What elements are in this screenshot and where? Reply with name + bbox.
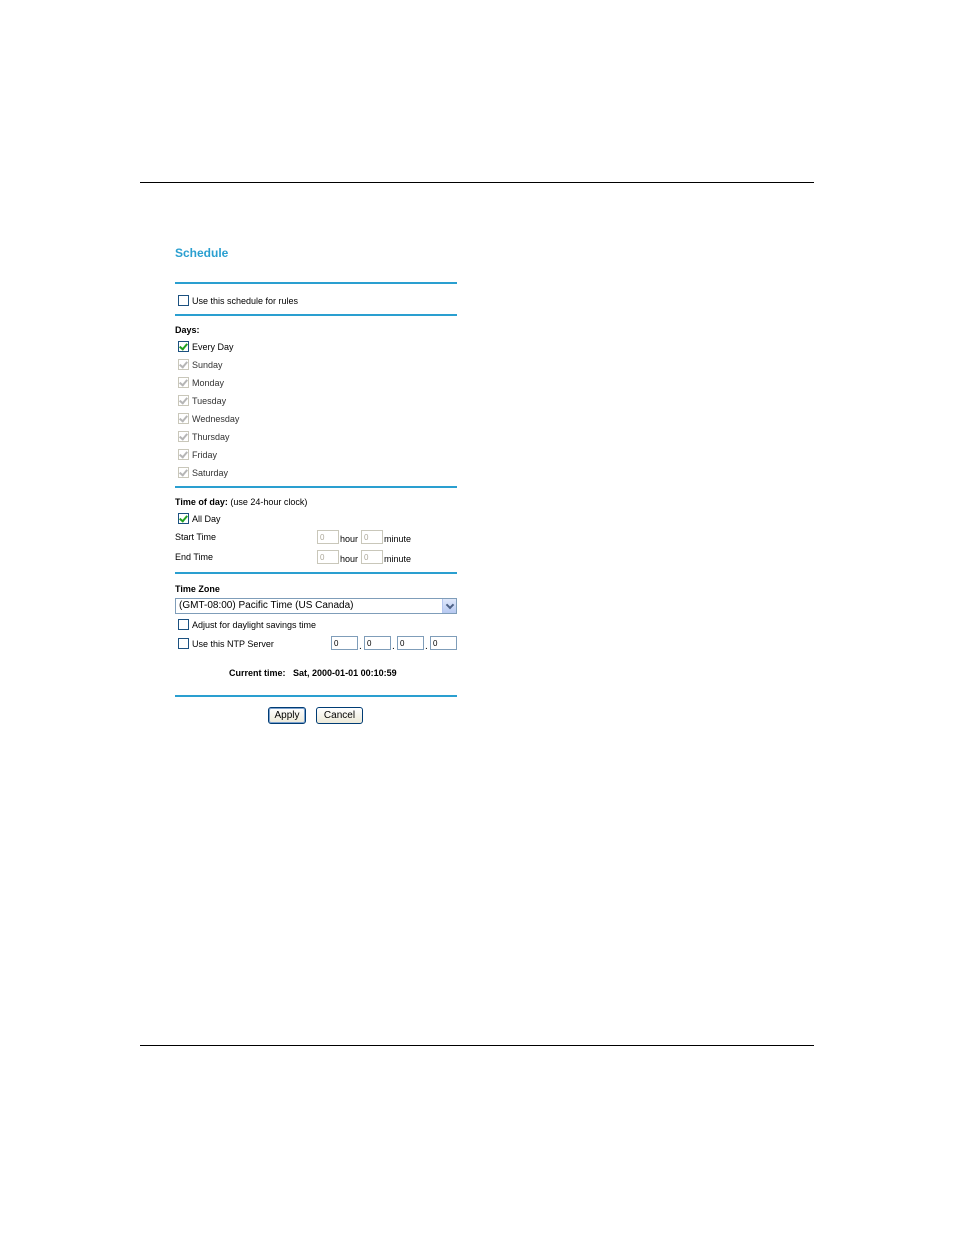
time-of-day-heading <box>175 496 307 508</box>
day-checkbox <box>178 359 189 370</box>
all-day-checkbox[interactable] <box>178 513 189 524</box>
day-row[interactable] <box>178 431 230 443</box>
separator <box>175 695 457 697</box>
cancel-button[interactable]: Cancel <box>316 707 363 724</box>
current-time-value: Sat, 2000-01-01 00:10:59 <box>293 668 397 678</box>
day-checkbox <box>178 377 189 388</box>
apply-button[interactable]: Apply <box>268 707 306 724</box>
use-schedule-row[interactable] <box>178 295 298 307</box>
time-zone-selected: (GMT-08:00) Pacific Time (US Canada) <box>179 600 354 611</box>
day-row[interactable] <box>178 449 217 461</box>
day-checkbox <box>178 431 189 442</box>
day-checkbox <box>178 449 189 460</box>
start-hour-unit: hour <box>340 534 359 544</box>
ntp-dot: . <box>359 641 362 652</box>
page-header-rule <box>140 182 814 183</box>
current-time-label: Current time: <box>229 668 286 678</box>
day-row[interactable] <box>178 341 234 353</box>
time-zone-select[interactable] <box>175 598 457 614</box>
day-checkbox[interactable] <box>178 341 189 352</box>
day-row[interactable] <box>178 377 224 389</box>
day-checkbox <box>178 467 189 478</box>
end-hour-input[interactable]: 0 <box>317 550 339 564</box>
ntp-octet-2-input[interactable]: 0 <box>364 636 391 650</box>
time-zone-heading: Time Zone <box>175 584 220 594</box>
day-row[interactable] <box>178 467 228 479</box>
start-minute-unit: minute <box>384 534 412 544</box>
day-checkbox <box>178 395 189 406</box>
ntp-octet-3-input[interactable]: 0 <box>397 636 424 650</box>
day-label: Sunday <box>192 360 223 370</box>
all-day-row[interactable] <box>178 513 221 525</box>
ntp-octet-4-input[interactable]: 0 <box>430 636 457 650</box>
day-label: Every Day <box>192 342 234 352</box>
ntp-octet-1-input[interactable]: 0 <box>331 636 358 650</box>
day-row[interactable] <box>178 413 239 425</box>
day-label: Saturday <box>192 468 229 478</box>
day-label: Monday <box>192 378 225 388</box>
ntp-dot: . <box>392 641 395 652</box>
separator <box>175 486 457 488</box>
time-of-day-heading-note: (use 24-hour clock) <box>227 497 308 507</box>
day-row[interactable] <box>178 359 223 371</box>
separator <box>175 572 457 574</box>
time-of-day-heading-bold: Time of day: <box>175 497 228 507</box>
start-time-label: Start Time <box>175 532 217 542</box>
page-title: Schedule <box>175 246 229 260</box>
day-checkbox <box>178 413 189 424</box>
ntp-dot: . <box>425 641 428 652</box>
current-time <box>229 667 397 679</box>
daylight-row[interactable] <box>178 619 316 631</box>
ntp-checkbox[interactable] <box>178 638 189 649</box>
day-label: Thursday <box>192 432 230 442</box>
use-schedule-checkbox[interactable] <box>178 295 189 306</box>
day-label: Friday <box>192 450 218 460</box>
start-minute-input[interactable]: 0 <box>361 530 383 544</box>
separator <box>175 314 457 316</box>
day-label: Wednesday <box>192 414 240 424</box>
end-minute-unit: minute <box>384 554 412 564</box>
end-minute-input[interactable]: 0 <box>361 550 383 564</box>
ntp-label: Use this NTP Server <box>192 639 274 649</box>
daylight-checkbox[interactable] <box>178 619 189 630</box>
end-time-label: End Time <box>175 552 214 562</box>
use-schedule-label: Use this schedule for rules <box>192 296 299 306</box>
days-heading: Days: <box>175 325 200 335</box>
chevron-down-icon[interactable] <box>442 599 456 613</box>
day-label: Tuesday <box>192 396 227 406</box>
ntp-row[interactable] <box>178 638 274 650</box>
day-row[interactable] <box>178 395 226 407</box>
all-day-label: All Day <box>192 514 221 524</box>
start-hour-input[interactable]: 0 <box>317 530 339 544</box>
end-hour-unit: hour <box>340 554 359 564</box>
page-footer-rule <box>140 1045 814 1046</box>
daylight-label: Adjust for daylight savings time <box>192 620 317 630</box>
separator <box>175 282 457 284</box>
